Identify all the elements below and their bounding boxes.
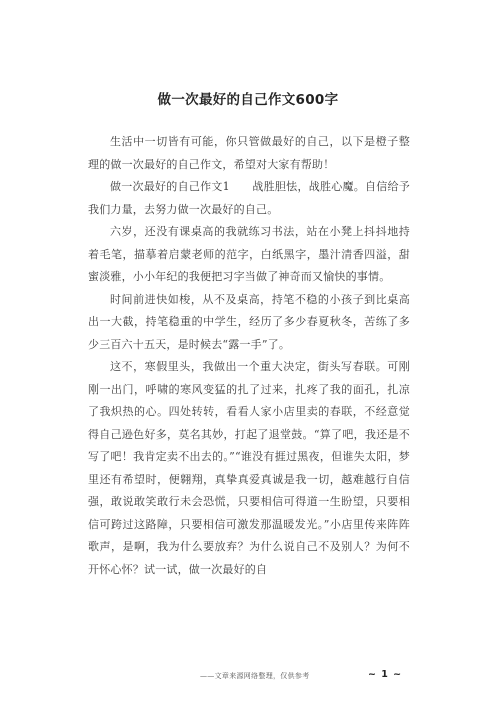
paragraph-intro: 生活中一切皆有可能，你只管做最好的自己，以下是橙子整理的做一次最好的自己作文，希望对大家有帮助！ bbox=[88, 135, 410, 171]
paragraph-winter-break: 这不，寒假里头，我做出一个重大决定，街头写春联。可刚刚一出门，呼啸的寒风变猛的扎了过来，扎疼了我的面孔，扎凉了我炽热的心。四处转转，看看人家小店里卖的春联，不经意觉得自己逊色好多，莫名其妙，打起了退堂鼓。“算了吧，我还是不写了吧！我肯定卖不出去的。”“谁没有捱过黑夜，但谁失太阳，梦里还有希望时，便翱翔，真挚真爱真诚是我一切，越难越行自信强，敢说敢笑敢行未会恐慌，只要相信可得道一生盼望，只要相信可跨过这路障，只要相信可激发那温暖发光。”小店里传来阵阵歌声，是啊，我为什么要放弃？为什么说自己不及别人？为何不开怀心怀？试一试，做一次最好的自 bbox=[88, 360, 410, 576]
paragraph-essay-heading: 做一次最好的自己作文1 战胜胆怯，战胜心魔。自信给予我们力量，去努力做一次最好的自己。 bbox=[88, 180, 410, 216]
paragraph-time-passes: 时间前进快如梭，从不及桌高，持笔不稳的小孩子到比桌高出一大截，持笔稳重的中学生，经历了多少春夏秋冬，苦练了多少三百六十五天，是时候去“露一手”了。 bbox=[88, 292, 410, 351]
page-number: ~ 1 ~ bbox=[368, 669, 403, 680]
footer-source-note: ——文章来源网络整理，仅供参考 bbox=[200, 672, 310, 680]
document-title: 做一次最好的自己作文600字 bbox=[157, 92, 339, 108]
page-footer bbox=[0, 669, 496, 685]
paragraph-age-six: 六岁，还没有课桌高的我就练习书法，站在小凳上抖抖地持着毛笔，描摹着启蒙老师的范字，白纸黑字，墨汁清香四溢，甜蜜淡雅，小小年纪的我便把习字当做了神奇而又愉快的事情。 bbox=[88, 225, 410, 283]
document-body bbox=[88, 131, 410, 581]
